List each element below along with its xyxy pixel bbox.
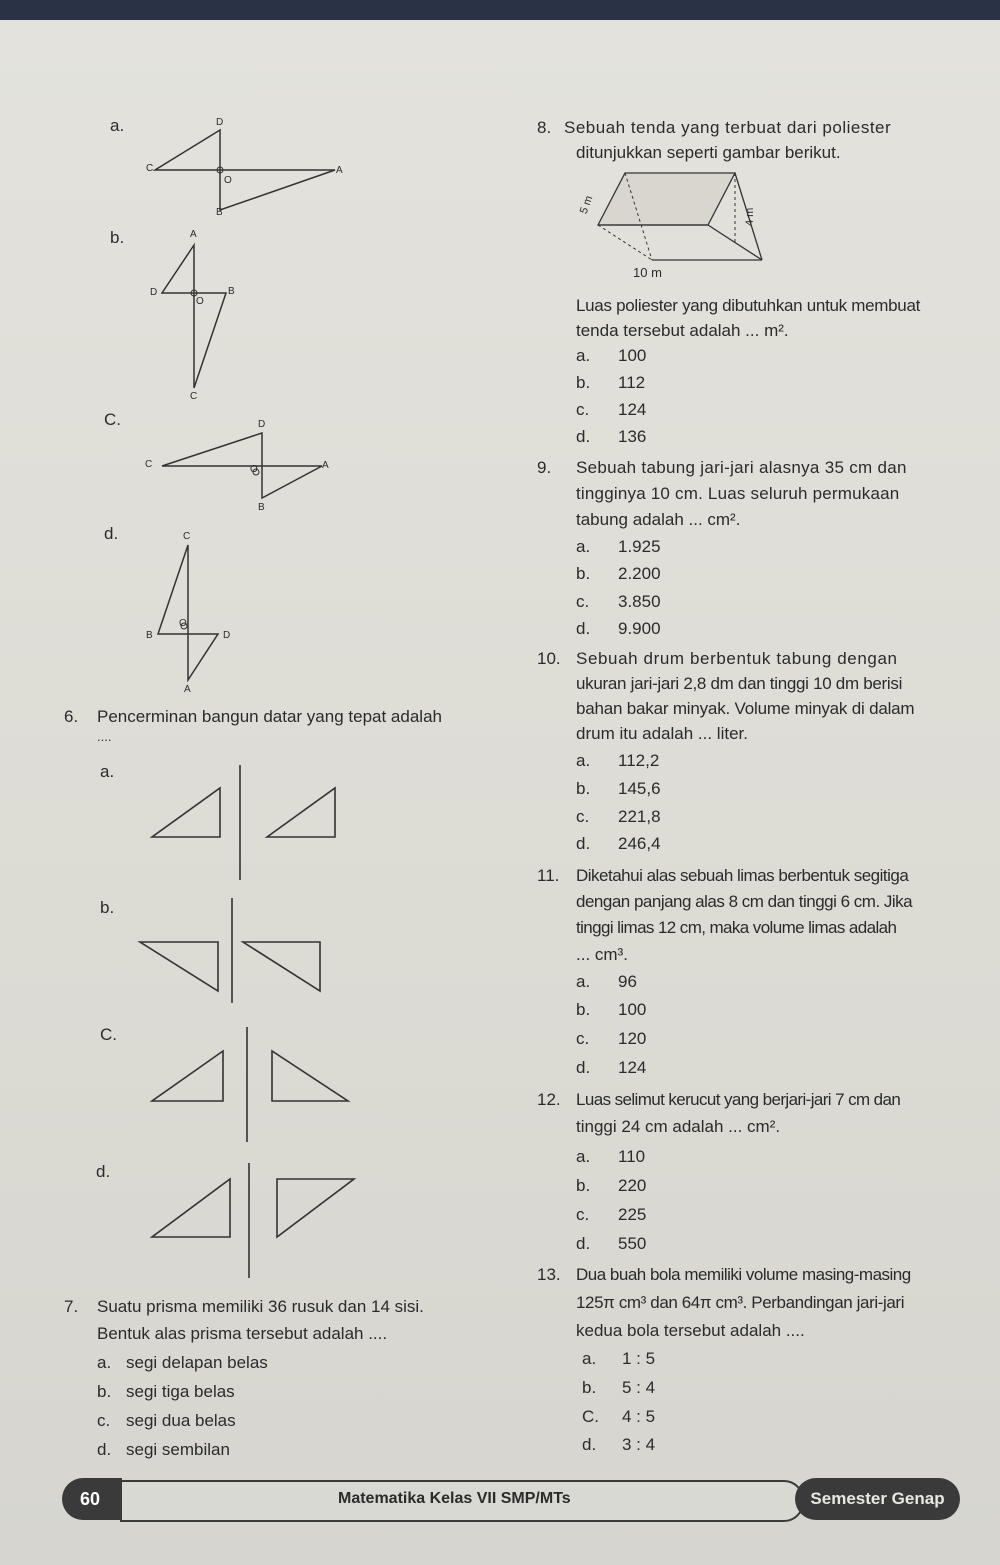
fig-a-right-point: A xyxy=(336,165,343,176)
q11-option-d-text: 124 xyxy=(618,1058,647,1077)
q10-option-a-label: a. xyxy=(576,751,591,770)
q13-option-a-label: a. xyxy=(582,1349,597,1368)
q10-line4: drum itu adalah ... liter. xyxy=(576,724,748,743)
q10-line2: ukuran jari-jari 2,8 dm dan tinggi 10 dm berisi xyxy=(576,674,903,693)
reflection-figure-c xyxy=(140,1022,360,1147)
q13-option-c-text: 4 : 5 xyxy=(622,1407,656,1426)
q10-option-c-text: 221,8 xyxy=(618,807,661,826)
q6-option-c-label: C. xyxy=(100,1025,117,1044)
q11-option-c-label: c. xyxy=(576,1029,590,1048)
fig-d-right-point: D xyxy=(223,630,231,641)
q11-option-b-label: b. xyxy=(576,1000,591,1019)
q9-option-b-label: b. xyxy=(576,564,591,583)
q9-option-a-text: 1.925 xyxy=(618,537,661,556)
q13-line2: 125π cm³ dan 64π cm³. Perbandingan jari-jari xyxy=(576,1293,905,1312)
q10-option-a-text: 112,2 xyxy=(618,751,660,770)
fig-a-bottom-point: B xyxy=(216,207,223,218)
q6-option-a-label: a. xyxy=(100,762,115,781)
q8-line1: Sebuah tenda yang terbuat dari poliester xyxy=(564,118,892,137)
q11-option-b-text: 100 xyxy=(618,1000,647,1019)
fig-c-label: C. xyxy=(104,410,121,429)
q8-line4: tenda tersebut adalah ... m². xyxy=(576,321,789,340)
fig-d-top-point: C xyxy=(183,531,191,542)
q8-option-b-label: b. xyxy=(576,373,591,392)
kite-figure-a xyxy=(140,125,360,225)
q6-number: 6. xyxy=(64,707,79,726)
q13-option-b-text: 5 : 4 xyxy=(622,1378,656,1397)
fig-a-top-point: D xyxy=(216,117,224,128)
fig-c-left-point: C xyxy=(145,459,153,470)
q13-option-a-text: 1 : 5 xyxy=(622,1349,656,1368)
q8-option-c-label: c. xyxy=(576,400,590,419)
fig-d-left-point: B xyxy=(146,630,153,641)
q7-option-c-text: segi dua belas xyxy=(126,1411,236,1430)
q10-line1: Sebuah drum berbentuk tabung dengan xyxy=(576,649,898,668)
q7-line1: Suatu prisma memiliki 36 rusuk dan 14 sisi. xyxy=(97,1297,424,1316)
kite-figure-d xyxy=(150,540,250,690)
q9-option-d-label: d. xyxy=(576,619,591,638)
fig-c-bottom-point: B xyxy=(258,502,265,513)
q13-option-b-label: b. xyxy=(582,1378,597,1397)
q13-number: 13. xyxy=(537,1265,561,1284)
reflection-figure-d xyxy=(140,1158,360,1283)
q12-option-a-text: 110 xyxy=(618,1147,646,1166)
q8-dim-length: 10 m xyxy=(633,265,662,280)
fig-b-top-point: A xyxy=(190,229,197,240)
q13-line1: Dua buah bola memiliki volume masing-masing xyxy=(576,1265,911,1284)
q11-option-a-text: 96 xyxy=(618,972,637,991)
q9-option-b-text: 2.200 xyxy=(618,564,661,583)
q12-option-b-label: b. xyxy=(576,1176,591,1195)
q7-option-d-label: d. xyxy=(97,1440,112,1459)
q12-option-c-label: c. xyxy=(576,1205,590,1224)
fig-c-right-point: A xyxy=(322,460,329,471)
q12-line2: tinggi 24 cm adalah ... cm². xyxy=(576,1117,781,1136)
q8-option-a-text: 100 xyxy=(618,346,647,365)
q7-number: 7. xyxy=(64,1297,79,1316)
q12-option-a-label: a. xyxy=(576,1147,591,1166)
q13-line3: kedua bola tersebut adalah .... xyxy=(576,1321,805,1340)
q8-option-d-text: 136 xyxy=(618,427,647,446)
q12-option-d-label: d. xyxy=(576,1234,591,1253)
q10-option-b-text: 145,6 xyxy=(618,779,661,798)
q8-number: 8. xyxy=(537,118,552,137)
fig-c-top-point: D xyxy=(258,419,266,430)
q11-line4: ... cm³. xyxy=(576,945,628,964)
q11-option-a-label: a. xyxy=(576,972,591,991)
q8-line2: ditunjukkan seperti gambar berikut. xyxy=(576,143,841,162)
q9-option-a-label: a. xyxy=(576,537,591,556)
q7-option-c-label: c. xyxy=(97,1411,111,1430)
q7-option-a-text: segi delapan belas xyxy=(126,1353,268,1372)
fig-b-bottom-point: C xyxy=(190,391,198,402)
q11-option-d-label: d. xyxy=(576,1058,591,1077)
q10-option-d-text: 246,4 xyxy=(618,834,661,853)
q8-line3: Luas poliester yang dibutuhkan untuk membuat xyxy=(576,296,921,315)
q9-option-d-text: 9.900 xyxy=(618,619,661,638)
q6-dots: .... xyxy=(97,729,112,744)
q8-option-d-label: d. xyxy=(576,427,591,446)
q7-option-b-text: segi tiga belas xyxy=(126,1382,235,1401)
q8-option-b-text: 112 xyxy=(618,373,646,392)
q9-option-c-label: c. xyxy=(576,592,590,611)
q7-line2: Bentuk alas prisma tersebut adalah .... xyxy=(97,1324,388,1343)
q9-line1: Sebuah tabung jari-jari alasnya 35 cm dan xyxy=(576,458,907,477)
q9-line3: tabung adalah ... cm². xyxy=(576,510,741,529)
q9-line2: tingginya 10 cm. Luas seluruh permukaan xyxy=(576,484,900,503)
reflection-figure-a xyxy=(140,760,360,885)
q6-option-d-label: d. xyxy=(96,1162,111,1181)
q7-option-d-text: segi sembilan xyxy=(126,1440,230,1459)
q9-option-c-text: 3.850 xyxy=(618,592,661,611)
q8-dim-height: 4 m xyxy=(744,207,756,226)
q11-number: 11. xyxy=(537,866,560,885)
semester-badge: Semester Genap xyxy=(795,1478,960,1520)
footer-title: Matematika Kelas VII SMP/MTs xyxy=(338,1490,571,1507)
q12-option-c-text: 225 xyxy=(618,1205,647,1224)
q12-option-b-text: 220 xyxy=(618,1176,647,1195)
fig-b-center-point: O xyxy=(196,296,204,307)
q6-option-b-label: b. xyxy=(100,898,115,917)
q13-option-d-text: 3 : 4 xyxy=(622,1435,656,1454)
fig-b-label: b. xyxy=(110,228,125,247)
fig-b-right-point: B xyxy=(228,286,235,297)
q11-line1: Diketahui alas sebuah limas berbentuk segitiga xyxy=(576,866,909,885)
q7-option-a-label: a. xyxy=(97,1353,112,1372)
q11-line3: tinggi limas 12 cm, maka volume limas adalah xyxy=(576,918,897,937)
page-number: 60 xyxy=(62,1478,122,1520)
q13-option-c-label: C. xyxy=(582,1407,599,1426)
fig-a-left-point: C xyxy=(146,163,154,174)
q10-line3: bahan bakar minyak. Volume minyak di dalam xyxy=(576,699,915,718)
fig-b-left-point: D xyxy=(150,287,158,298)
q13-option-d-label: d. xyxy=(582,1435,597,1454)
q8-option-a-label: a. xyxy=(576,346,591,365)
q12-number: 12. xyxy=(537,1090,561,1109)
q10-option-b-label: b. xyxy=(576,779,591,798)
q8-option-c-text: 124 xyxy=(618,400,647,419)
q12-option-d-text: 550 xyxy=(618,1234,647,1253)
q12-line1: Luas selimut kerucut yang berjari-jari 7 cm dan xyxy=(576,1090,901,1109)
q10-option-c-label: c. xyxy=(576,807,590,826)
q7-option-b-label: b. xyxy=(97,1382,112,1401)
q10-number: 10. xyxy=(537,649,561,668)
fig-d-bottom-point: A xyxy=(184,684,191,695)
kite-figure-b xyxy=(150,240,250,400)
fig-d-center-point: O xyxy=(179,618,187,629)
q6-text: Pencerminan bangun datar yang tepat adalah xyxy=(97,707,442,726)
q11-line2: dengan panjang alas 8 cm dan tinggi 6 cm. Jika xyxy=(576,892,913,911)
kite-figure-c xyxy=(150,428,340,508)
q8-dim-slant: 5 m xyxy=(577,194,596,216)
q10-option-d-label: d. xyxy=(576,834,591,853)
q11-option-c-text: 120 xyxy=(618,1029,647,1048)
fig-a-center-point: O xyxy=(224,175,232,186)
fig-d-label: d. xyxy=(104,524,119,543)
q9-number: 9. xyxy=(537,458,552,477)
fig-a-label: a. xyxy=(110,116,125,135)
reflection-figure-b xyxy=(140,895,360,1015)
fig-c-center-point: O xyxy=(250,464,258,475)
